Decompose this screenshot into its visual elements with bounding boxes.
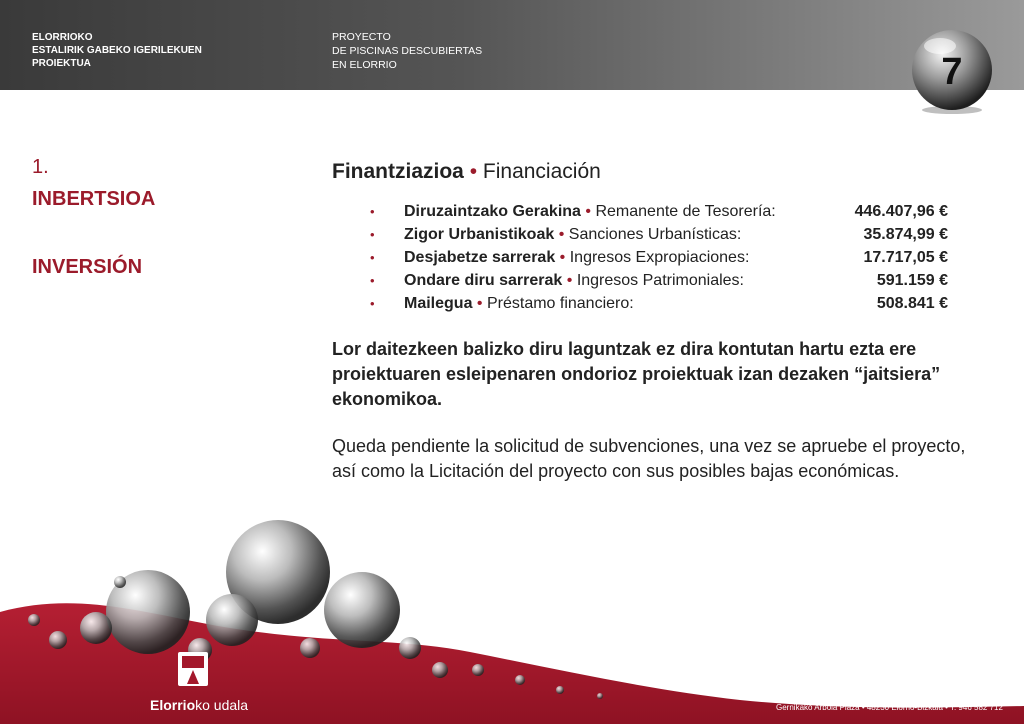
item-label-es: Ingresos Patrimoniales:: [576, 272, 744, 289]
section-title-es: INVERSIÓN: [32, 256, 143, 278]
item-label-eu: Zigor Urbanistikoak: [404, 226, 555, 243]
item-amount: 446.407,96 €: [854, 203, 948, 220]
bubble-tiny: [556, 686, 564, 694]
financing-item: [332, 269, 1012, 292]
bubble-tiny: [515, 675, 525, 685]
header-project-es: [332, 30, 482, 72]
financing-item-text: [404, 246, 749, 269]
bullet: •: [370, 227, 375, 242]
bubble-small: [49, 631, 67, 649]
footer-address: Gernikako Arbola Plaza • 48230 Elorrio-Bizkaia • T: 946 582 712: [776, 703, 1003, 712]
header-bar: [0, 0, 1024, 90]
item-label-es: Ingresos Expropiaciones:: [569, 249, 750, 266]
item-amount: 17.717,05 €: [863, 249, 948, 266]
section-title-eu: INBERTSIOA: [32, 188, 156, 210]
financing-item-text: [404, 223, 741, 246]
bubble-tiny: [28, 614, 40, 626]
item-label-eu: Mailegua: [404, 295, 477, 312]
logo-text-bold: Elorrio: [150, 697, 196, 713]
item-separator: •: [558, 226, 565, 243]
bullet: •: [370, 250, 375, 265]
crest-upper-field: [182, 656, 204, 668]
section-number: 1.: [32, 156, 49, 178]
bullet: •: [370, 204, 375, 219]
financing-item: [332, 223, 1012, 246]
item-label-eu: Diruzaintzako Gerakina: [404, 203, 581, 220]
footer-wave-art: [0, 520, 1024, 724]
header-project-eu: [32, 31, 202, 70]
bubble-tiny: [472, 664, 484, 676]
bullet: •: [370, 273, 375, 288]
bubble-small: [300, 638, 320, 658]
item-amount: 508.841 €: [876, 295, 948, 312]
financing-list: [332, 200, 1012, 315]
bubble-small: [432, 662, 448, 678]
item-separator: •: [566, 272, 573, 289]
header-es-line: EN ELORRIO: [332, 59, 397, 71]
header-es-line: PROYECTO: [332, 31, 391, 43]
header-es-line: DE PISCINAS DESCUBIERTAS: [332, 45, 483, 57]
section-heading: [32, 154, 155, 212]
financing-item: [332, 246, 1012, 269]
financing-item-text: [404, 200, 776, 223]
item-label-es: Remanente de Tesorería:: [595, 203, 776, 220]
main-content: [332, 158, 1012, 484]
page-number: 7: [941, 51, 963, 93]
title-separator: •: [469, 160, 478, 183]
item-label-es: Sanciones Urbanísticas:: [568, 226, 742, 243]
bubble-small: [399, 637, 421, 659]
header-eu-line: PROIEKTUA: [32, 58, 91, 69]
financing-item: [332, 292, 1012, 315]
logo-text-rest: ko udala: [195, 697, 249, 713]
financing-title-es: Financiación: [482, 160, 601, 183]
item-label-es: Préstamo financiero:: [486, 295, 634, 312]
item-separator: •: [559, 249, 566, 266]
bubble: [324, 572, 400, 648]
header-eu-line: ESTALIRIK GABEKO IGERILEKUEN: [32, 45, 202, 56]
item-label-eu: Ondare diru sarrerak: [404, 272, 567, 289]
item-label-eu: Desjabetze sarrerak: [404, 249, 556, 266]
financing-item: [332, 200, 1012, 223]
item-amount: 591.159 €: [876, 272, 948, 289]
financing-title-eu: Finantziazioa: [332, 160, 464, 183]
municipality-name: [150, 697, 248, 713]
header-eu-line: ELORRIOKO: [32, 32, 93, 43]
item-amount: 35.874,99 €: [863, 226, 948, 243]
item-separator: •: [476, 295, 483, 312]
bubble-small: [80, 612, 112, 644]
page-number-badge: [904, 22, 1000, 118]
bubble: [206, 594, 258, 646]
bubble-tiny: [597, 693, 603, 699]
bubble-tiny: [114, 576, 126, 588]
item-separator: •: [585, 203, 592, 220]
paragraph-es: Queda pendiente la solicitud de subvenciones, una vez se apruebe el proyecto, así como la Licitación del proyecto con sus posibles bajas económicas.: [332, 436, 966, 481]
financing-item-text: [404, 292, 634, 315]
bullet: •: [370, 296, 375, 311]
financing-title: [332, 158, 1012, 186]
financing-item-text: [404, 269, 744, 292]
paragraph-eu: Lor daitezkeen balizko diru laguntzak ez dira kontutan hartu ezta ere proiektuaren esleipenaren ondorioz proiektuak izan dezaken “jaitsiera” ekonomikoa.: [332, 339, 941, 409]
